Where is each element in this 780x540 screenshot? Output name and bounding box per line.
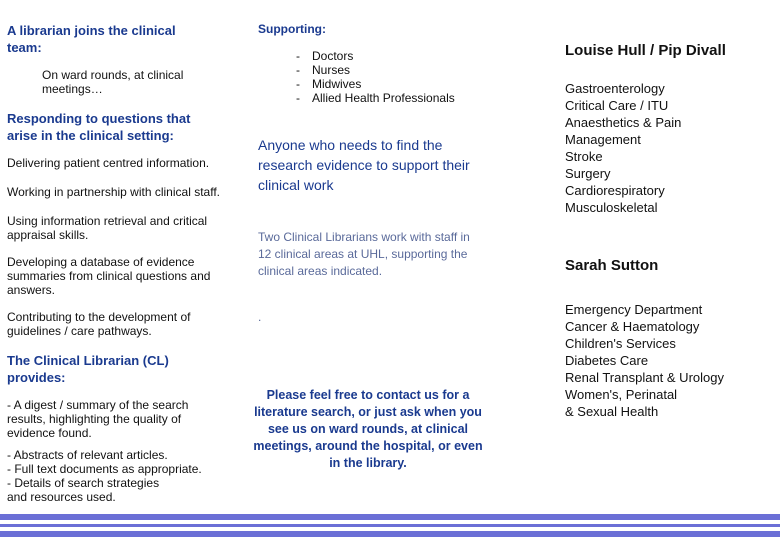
area-item: Renal Transplant & Urology (565, 370, 724, 385)
supporting-list (296, 49, 506, 105)
area-item: Surgery (565, 166, 611, 181)
area-item: Cancer & Haematology (565, 319, 700, 334)
area-item: Women's, Perinatal (565, 387, 678, 402)
area-item: Musculoskeletal (565, 200, 658, 215)
digest-summary-text: - A digest / summary of the search results, highlighting the quality of evidence found. (7, 398, 189, 440)
bottom-stripe-thick (0, 514, 780, 520)
area-item: Anaesthetics & Pain (565, 115, 682, 130)
areas-list-2 (565, 301, 775, 420)
bottom-stripe-base (0, 531, 780, 537)
heading-responding: Responding to questions that arise in the clinical setting: (7, 111, 191, 143)
heading-librarian-joins: A librarian joins the clinical team: (7, 23, 176, 55)
dot-text: . (258, 310, 262, 324)
area-item: & Sexual Health (565, 404, 659, 419)
areas-list-1 (565, 80, 775, 216)
supporting-item-doctors: - Doctors (296, 49, 506, 63)
librarian-name-sarah: Sarah Sutton (565, 257, 659, 274)
area-item: Stroke (565, 149, 603, 164)
provides-item-resources: and resources used. (7, 490, 116, 504)
area-item: Diabetes Care (565, 353, 649, 368)
librarian-name-louise-pip: Louise Hull / Pip Divall (565, 42, 726, 59)
bottom-stripe-thin (0, 524, 780, 527)
retrieval-text: Using information retrieval and critical appraisal skills. (7, 214, 208, 242)
area-item: Children's Services (565, 336, 676, 351)
supporting-item-midwives: - Midwives (296, 77, 506, 91)
supporting-item-nurses: - Nurses (296, 63, 506, 77)
database-text: Developing a database of evidence summaries from clinical questions and answers. (7, 255, 211, 297)
provides-item-abstracts: - Abstracts of relevant articles. (7, 448, 168, 462)
heading-cl-provides: The Clinical Librarian (CL) provides: (7, 353, 169, 385)
patient-centred-text: Delivering patient centred information. (7, 156, 210, 170)
area-item: Management (565, 132, 641, 147)
area-item: Cardiorespiratory (565, 183, 665, 198)
supporting-label: Supporting: (258, 22, 326, 36)
provides-item-full-text: - Full text documents as appropriate. (7, 462, 202, 476)
supporting-item-ahp: - Allied Health Professionals (296, 91, 506, 105)
area-item: Emergency Department (565, 302, 703, 317)
anyone-text: Anyone who needs to find the research evidence to support their clinical work (258, 137, 470, 193)
guidelines-text: Contributing to the development of guidelines / care pathways. (7, 310, 191, 338)
two-librarians-text: Two Clinical Librarians work with staff in 12 clinical areas at UHL, supporting the clinical areas indicated. (258, 230, 470, 278)
area-item: Gastroenterology (565, 81, 665, 96)
partnership-text: Working in partnership with clinical staff. (7, 185, 220, 199)
provides-list (7, 448, 232, 504)
area-item: Critical Care / ITU (565, 98, 669, 113)
contact-text: Please feel free to contact us for a literature search, or just ask when you see us on ward rounds, at clinical meetings, around the hospital, or even in the library. (253, 388, 483, 470)
provides-item-search-strategies: - Details of search strategies (7, 476, 160, 490)
ward-rounds-text: On ward rounds, at clinical meetings… (42, 68, 184, 96)
